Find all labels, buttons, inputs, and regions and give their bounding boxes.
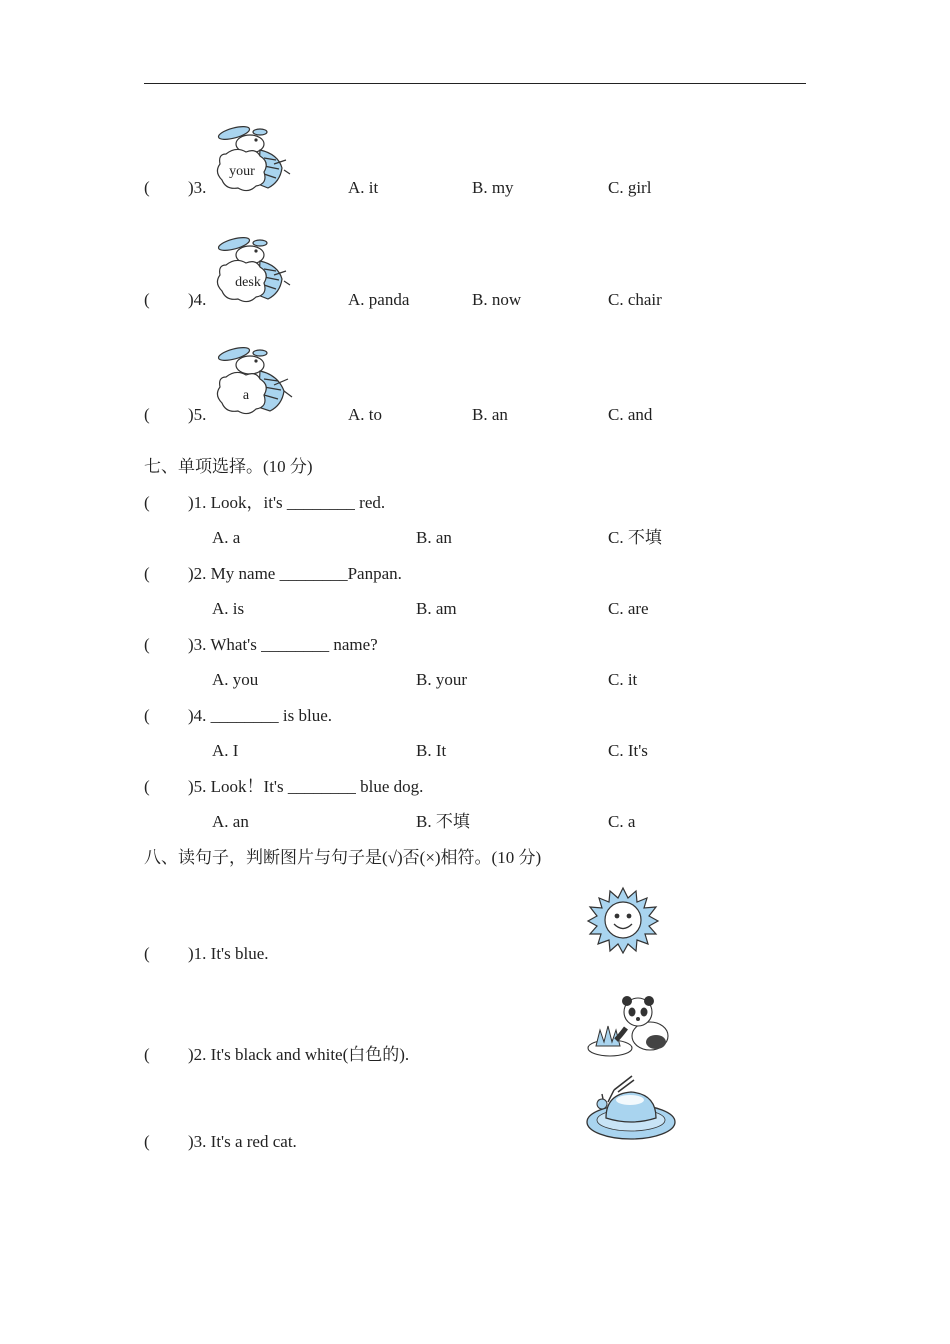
question-stem: )5. Look！It's ________ blue dog. xyxy=(188,777,424,796)
option-c[interactable]: C. girl xyxy=(608,178,652,197)
answer-paren[interactable]: ( xyxy=(144,290,150,309)
header-rule xyxy=(144,83,806,84)
option-b[interactable]: B. my xyxy=(472,178,514,197)
option-b[interactable]: B. an xyxy=(472,405,508,424)
option-c[interactable]: C. a xyxy=(608,812,636,831)
answer-paren[interactable]: ( xyxy=(144,944,150,963)
bee-word-picture xyxy=(212,345,294,419)
option-c[interactable]: C. and xyxy=(608,405,653,424)
question-stem: )3. What's ________ name? xyxy=(188,635,378,654)
answer-paren[interactable]: ( xyxy=(144,564,150,583)
option-c[interactable]: C. It's xyxy=(608,741,648,760)
answer-paren[interactable]: ( xyxy=(144,1132,150,1151)
option-a[interactable]: A. a xyxy=(212,528,241,547)
bee-word: your xyxy=(229,164,255,179)
option-a[interactable]: A. I xyxy=(212,741,239,760)
option-b[interactable]: B. am xyxy=(416,599,457,618)
statement-text: )1. It's blue. xyxy=(188,944,269,963)
option-a[interactable]: A. panda xyxy=(348,290,410,309)
answer-paren[interactable]: ( xyxy=(144,178,150,197)
option-c[interactable]: C. chair xyxy=(608,290,662,309)
answer-paren[interactable]: ( xyxy=(144,1045,150,1064)
question-stem: )1. Look，it's ________ red. xyxy=(188,493,386,512)
option-b[interactable]: B. your xyxy=(416,670,467,689)
option-b[interactable]: B. 不填 xyxy=(416,812,470,831)
panda-picture xyxy=(586,992,674,1060)
option-a[interactable]: A. is xyxy=(212,599,245,618)
answer-paren[interactable]: ( xyxy=(144,777,150,796)
answer-paren[interactable]: ( xyxy=(144,635,150,654)
answer-paren[interactable]: ( xyxy=(144,706,150,725)
option-a[interactable]: A. an xyxy=(212,812,249,831)
item-number: )4. xyxy=(188,290,207,309)
bee-word-picture xyxy=(212,124,294,196)
hat-picture xyxy=(584,1074,680,1144)
question-stem: )2. My name ________Panpan. xyxy=(188,564,402,583)
section8-title: 八、读句子，判断图片与句子是(√)否(×)相符。(10 分) xyxy=(144,848,542,867)
answer-paren[interactable]: ( xyxy=(144,405,150,424)
bee-word: desk xyxy=(235,275,261,290)
option-b[interactable]: B. an xyxy=(416,528,452,547)
answer-paren[interactable]: ( xyxy=(144,493,150,512)
option-b[interactable]: B. now xyxy=(472,290,522,309)
bee-word: a xyxy=(242,388,250,403)
statement-text: )2. It's black and white(白色的). xyxy=(188,1045,410,1064)
sun-picture xyxy=(586,886,660,954)
question-stem: )4. ________ is blue. xyxy=(188,706,333,725)
statement-text: )3. It's a red cat. xyxy=(188,1132,297,1151)
option-a[interactable]: A. to xyxy=(348,405,382,424)
option-a[interactable]: A. it xyxy=(348,178,379,197)
item-number: )5. xyxy=(188,405,207,424)
option-c[interactable]: C. are xyxy=(608,599,649,618)
option-b[interactable]: B. It xyxy=(416,741,447,760)
option-c[interactable]: C. 不填 xyxy=(608,528,662,547)
item-number: )3. xyxy=(188,178,207,197)
section7-title: 七、单项选择。(10 分) xyxy=(144,457,313,476)
bee-word-picture xyxy=(212,235,294,307)
option-c[interactable]: C. it xyxy=(608,670,638,689)
option-a[interactable]: A. you xyxy=(212,670,259,689)
